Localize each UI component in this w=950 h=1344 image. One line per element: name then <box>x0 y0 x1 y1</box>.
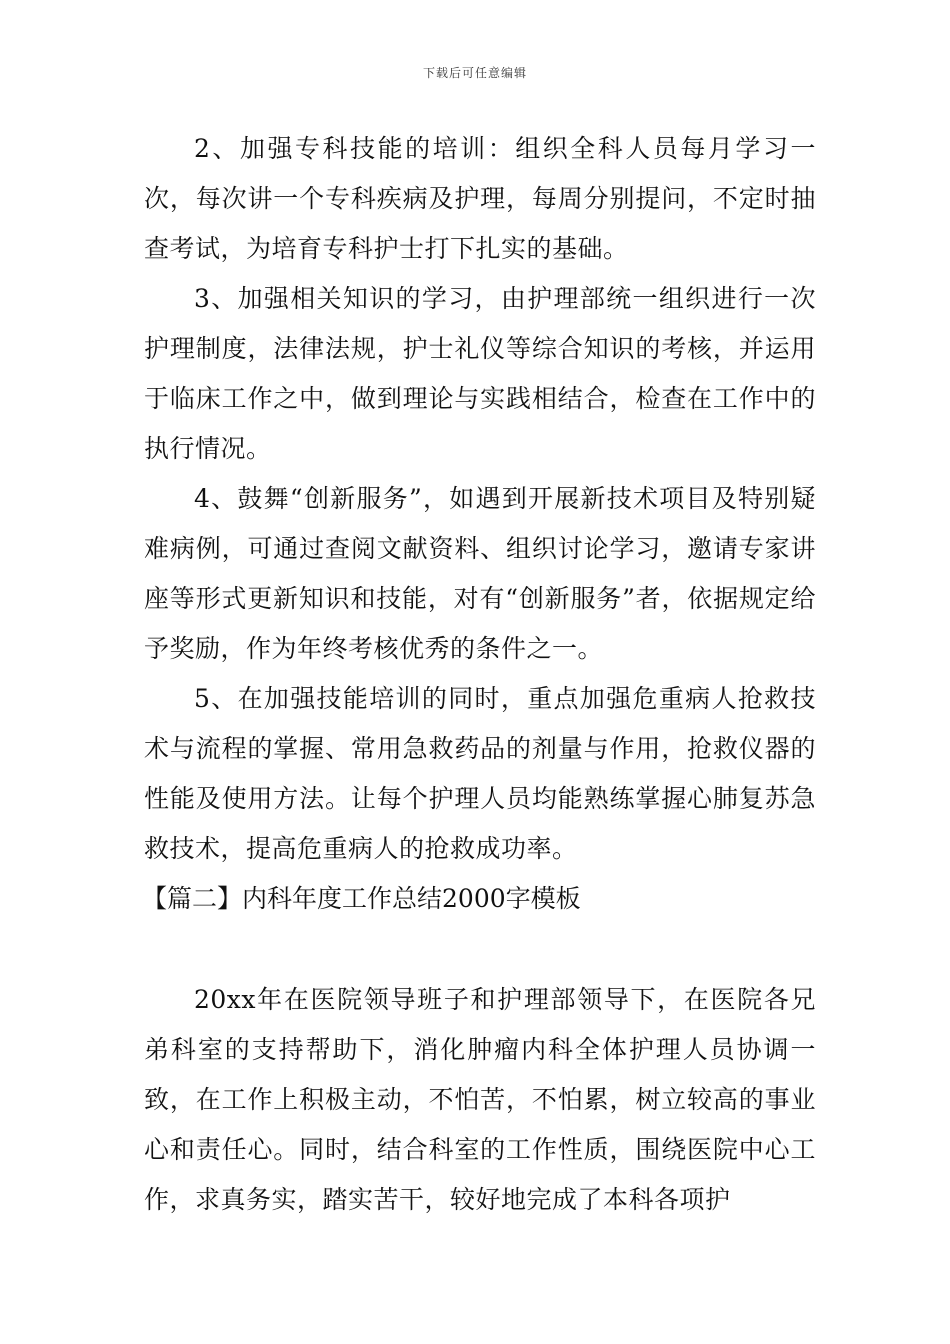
paragraph-item-2: 2、加强专科技能的培训：组织全科人员每月学习一次，每次讲一个专科疾病及护理，每周分别提问，不定时抽查考试，为培育专科护士打下扎实的基础。 <box>144 134 816 263</box>
paragraph-intro: 20xx年在医院领导班子和护理部领导下，在医院各兄弟科室的支持帮助下，消化肿瘤内科全体护理人员协调一致，在工作上积极主动，不怕苦，不怕累，树立较高的事业心和责任心。同时，结合科室的工作性质，围绕医院中心工作，求真务实，踏实苦干，较好地完成了本科各项护 <box>144 985 816 1214</box>
paragraph-item-4: 4、鼓舞“创新服务”，如遇到开展新技术项目及特别疑难病例，可通过查阅文献资料、组织讨论学习，邀请专家讲座等形式更新知识和技能，对有“创新服务”者，依据规定给予奖励，作为年终考核优秀的条件之一。 <box>144 484 816 663</box>
page-header: 下载后可任意编辑 <box>422 66 527 80</box>
paragraph-item-5: 5、在加强技能培训的同时，重点加强危重病人抢救技术与流程的掌握、常用急救药品的剂量与作用，抢救仪器的性能及使用方法。让每个护理人员均能熟练掌握心肺复苏急救技术，提高危重病人的抢救成功率。 <box>144 684 816 863</box>
paragraph-item-3: 3、加强相关知识的学习，由护理部统一组织进行一次护理制度，法律法规，护士礼仪等综合知识的考核，并运用于临床工作之中，做到理论与实践相结合，检查在工作中的执行情况。 <box>144 284 816 463</box>
document-body <box>144 124 816 1225</box>
section-heading: 【篇二】内科年度工作总结2000字模板 <box>142 884 581 913</box>
section-spacer <box>144 924 816 975</box>
